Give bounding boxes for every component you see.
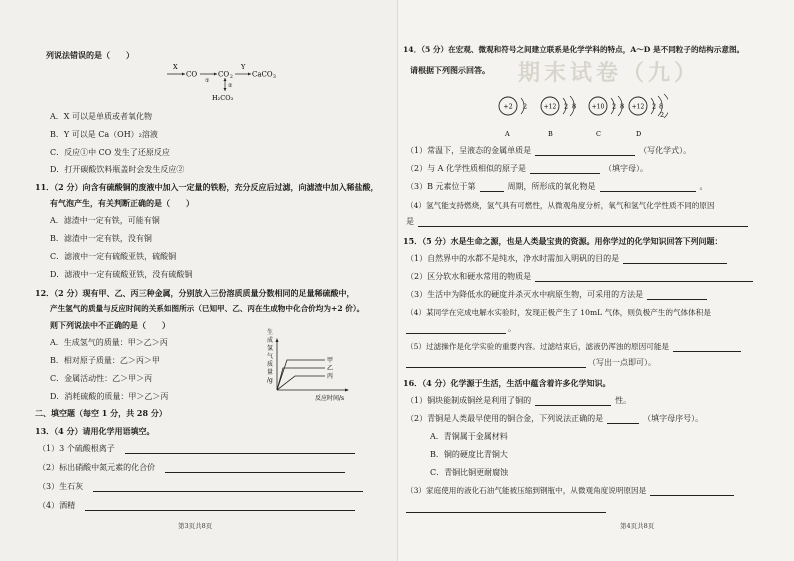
q13-item-1: （1）3 个硫酸根离子 — [38, 444, 355, 454]
scheme-y: Y — [241, 63, 246, 71]
atom-c — [589, 96, 624, 138]
page-footer-left: 第3页共8页 — [178, 522, 213, 530]
graph-series-jia: 甲 — [327, 357, 334, 364]
atom-b-shell-1: 2 — [564, 102, 569, 111]
watermark: 期末试卷（九） — [518, 60, 701, 86]
answer-blank[interactable] — [535, 273, 753, 282]
answer-blank[interactable] — [165, 464, 345, 473]
q16-item-2: （2）青铜是人类最早使用的铜合金，下列说法正确的是 （填字母序号）。 — [406, 414, 704, 423]
atom-c-shell-2: 8 — [620, 102, 625, 111]
q10-option-d: D．打开碳酸饮料瓶盖时会发生反应② — [50, 165, 185, 174]
answer-blank[interactable] — [406, 325, 506, 334]
q11-option-d: D．滤液中一定有硫酸亚铁，没有硫酸铜 — [50, 270, 193, 279]
right-page — [397, 0, 794, 561]
svg-text:2: 2 — [230, 75, 233, 80]
graph-ylabel-2: 成 — [267, 337, 274, 344]
scheme-circ1: ① — [205, 78, 210, 84]
scheme-h2co3: H₂CO₃ — [212, 94, 234, 102]
atom-c-nucleus: +10 — [591, 103, 605, 111]
graph-ylabel-3: 氢 — [267, 345, 274, 352]
q15-item-2: （2）区分软水和硬水常用的物质是 — [406, 272, 753, 282]
q15-item-4-cont: 。 — [406, 324, 516, 334]
scheme-co2: CO — [218, 70, 230, 79]
answer-blank[interactable] — [673, 343, 741, 352]
answer-blank[interactable] — [85, 502, 355, 511]
q13-stem: 13．（4 分）请用化学用语填空。 — [35, 426, 155, 436]
q15-stem: 15．（5 分）水是生命之源，也是人类最宝贵的资源。用你学过的化学知识回答下列问题： — [403, 236, 723, 246]
q12-stem-line1: 12．（2 分）现有甲、乙、丙三种金属，分别放入三份溶质质量分数相同的足量稀硫酸中， — [35, 288, 355, 298]
q15-item-1: （1）自然界中的水都不是纯水，净水时需加入明矾的目的是 — [406, 254, 727, 264]
atom-structure-diagrams — [488, 86, 668, 144]
answer-blank[interactable] — [418, 218, 748, 227]
atom-b-nucleus: +12 — [543, 103, 557, 111]
answer-blank[interactable] — [647, 291, 707, 300]
scheme-caco3: CaCO — [252, 70, 273, 79]
atom-d — [629, 94, 668, 138]
q15-item-3: （3）生活中为降低水的硬度并杀灭水中病原生物，可采用的方法是 — [406, 290, 707, 300]
answer-blank[interactable] — [623, 255, 727, 264]
atom-d-label: D — [636, 130, 642, 138]
q15-item-5-cont: （写出一点即可）。 — [406, 358, 656, 368]
q12-option-c: C．金属活动性：乙＞甲＞丙 — [50, 374, 153, 383]
q14-item-4: （4）氢气能支持燃烧，氢气具有可燃性，从微观角度分析，氧气和氢气化学性质不同的原因 — [406, 201, 715, 210]
answer-blank[interactable] — [600, 183, 696, 192]
atom-d-shell-3: 2 — [660, 111, 665, 119]
q14-item-1: （1）常温下，呈液态的金属单质是 （写化学式）。 — [406, 146, 692, 155]
q13-item-3: （3）生石灰 — [38, 482, 363, 492]
q12-stem-line2: 产生氢气的质量与反应时间的关系如图所示（已知甲、乙、丙在生成物中化合价均为+2 价）。 — [50, 304, 365, 313]
q16-item-3: （3）家庭使用的液化石油气能被压缩到钢瓶中，从微观角度说明原因是 — [406, 486, 734, 496]
answer-blank[interactable] — [125, 445, 355, 454]
scheme-circ2: ② — [228, 83, 233, 89]
atom-a-shell-1: 2 — [523, 102, 528, 111]
q11-option-a: A．滤渣中一定有铁，可能有铜 — [50, 216, 160, 225]
page-footer-right: 第4页共8页 — [620, 522, 655, 530]
graph-ylabel-1: 生 — [267, 329, 274, 336]
q14-item-2: （2）与 A 化学性质相似的原子是 （填字母）。 — [406, 164, 648, 173]
atom-c-shell-1: 2 — [612, 102, 617, 111]
atom-b-shell-2: 8 — [572, 102, 577, 111]
answer-blank[interactable] — [650, 487, 734, 496]
atom-a-label: A — [505, 130, 510, 138]
scheme-x: X — [173, 63, 178, 71]
q15-item-4: （4）某同学在完成电解水实验时，发现正极产生了 10mL 气体，则负极产生的气体体积是 — [406, 308, 711, 317]
q14-item-4-cont: 是 — [406, 217, 748, 227]
q12-option-d: D．消耗硫酸的质量：甲＞乙＞丙 — [50, 392, 169, 401]
scheme-co: CO — [186, 70, 198, 79]
atom-b-label: B — [548, 130, 553, 138]
answer-blank[interactable] — [406, 504, 606, 513]
q10-option-a: A．X 可以是单质或者氧化物 — [50, 112, 153, 121]
graph-ylabel-4: 气 — [267, 353, 274, 360]
q16-item-3-cont — [406, 503, 606, 513]
atom-b — [541, 96, 576, 138]
q12-stem-line3: 则下列说法中不正确的是（ ） — [50, 320, 170, 330]
q14-stem-line2: 请根据下列图示回答。 — [410, 65, 490, 75]
answer-blank[interactable] — [93, 483, 363, 492]
answer-blank[interactable] — [535, 397, 611, 406]
answer-blank[interactable] — [480, 183, 504, 192]
q16-option-a: A．青铜属于金属材料 — [430, 432, 508, 441]
q11-option-b: B．滤渣中一定有铁，没有铜 — [50, 234, 152, 243]
q11-option-c: C．滤液中一定有硫酸亚铁，硫酸铜 — [50, 252, 177, 261]
q12-option-b: B．相对原子质量：乙＞丙＞甲 — [50, 356, 160, 365]
answer-blank[interactable] — [406, 359, 586, 368]
q13-item-4: （4）酒精 — [38, 501, 355, 511]
answer-blank[interactable] — [535, 147, 635, 156]
atom-a-nucleus: +2 — [503, 102, 513, 111]
q16-option-c: C．青铜比铜更耐腐蚀 — [430, 468, 509, 477]
q12-option-a: A．生成氢气的质量：甲＞乙＞丙 — [50, 338, 168, 347]
graph-series-bing: 丙 — [327, 373, 334, 380]
q14-item-3: （3）B 元素位于第 周期，所形成的氧化物是 。 — [406, 182, 708, 191]
answer-blank[interactable] — [607, 415, 639, 424]
graph-ylabel-6: 量 — [267, 369, 274, 376]
q14-stem-line1: 14．（5 分）在宏观、微观和符号之间建立联系是化学学科的特点，A～D 是不同粒子的结构示意图。 — [403, 45, 745, 54]
graph-xlabel: 反应时间/s — [315, 395, 345, 402]
reaction-scheme — [165, 62, 295, 106]
answer-blank[interactable] — [530, 165, 600, 174]
q11-stem-line2: 有气泡产生，有关判断正确的是（ ） — [50, 198, 194, 208]
graph-ylabel-7: /g — [267, 377, 273, 384]
atom-d-shell-2: 8 — [659, 102, 664, 111]
atom-a — [499, 97, 527, 138]
graph-ylabel-5: 质 — [267, 361, 274, 368]
q15-item-5: （5）过滤操作是化学实验的重要内容。过滤结束后，滤液仍浑浊的原因可能是 — [406, 342, 741, 352]
q16-option-b: B．铜的硬度比青铜大 — [430, 450, 508, 459]
svg-text:3: 3 — [273, 75, 276, 80]
hydrogen-time-graph — [265, 326, 355, 402]
q16-stem: 16．（4 分）化学源于生活，生活中蕴含着许多化学知识。 — [403, 378, 611, 388]
q10-stem-tail: 列说法错误的是（ ） — [46, 50, 134, 60]
q10-option-c: C．反应①中 CO 发生了还原反应 — [50, 148, 170, 157]
atom-c-label: C — [596, 130, 601, 138]
atom-d-shell-1: 2 — [652, 102, 657, 111]
q10-option-b: B．Y 可以是 Ca（OH）₂溶液 — [50, 130, 158, 139]
section-2-heading: 二、填空题（每空 1 分，共 28 分） — [35, 408, 167, 418]
graph-series-yi: 乙 — [327, 365, 334, 372]
q11-stem-line1: 11．（2 分）向含有硫酸铜的废液中加入一定量的铁粉，充分反应后过滤，向滤渣中加入稀盐酸， — [35, 182, 379, 192]
atom-d-nucleus: +12 — [631, 103, 645, 111]
q13-item-2: （2）标出硝酸中氮元素的化合价 — [38, 463, 345, 473]
q16-item-1: （1）铜块能制成铜丝是利用了铜的 性。 — [406, 396, 632, 405]
